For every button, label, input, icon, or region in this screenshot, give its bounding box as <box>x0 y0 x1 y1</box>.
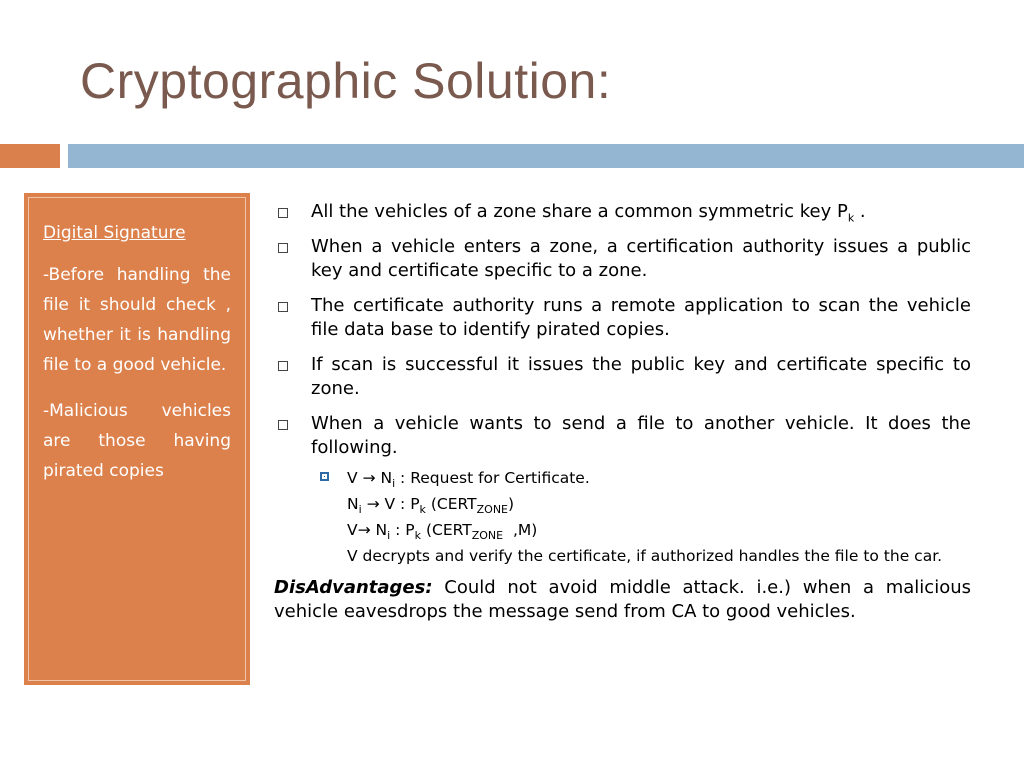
sub-item <box>274 494 971 517</box>
slide-title: Cryptographic Solution: <box>80 53 612 109</box>
sidebar-heading: Digital Signature <box>43 223 186 243</box>
sub-text: ,M) <box>503 521 538 539</box>
item-text: If scan is successful it issues the public key and certificate specific to zone. <box>311 354 971 399</box>
arrow-icon: → <box>362 469 376 487</box>
sub-text: N <box>370 521 388 539</box>
sub-text: V <box>347 521 358 539</box>
sub-item <box>274 520 971 543</box>
sub-text: (CERT <box>421 521 472 539</box>
sub-text: N <box>375 469 393 487</box>
list-item <box>274 200 971 224</box>
subscript: i <box>387 529 391 543</box>
item-text: All the vehicles of a zone share a common symmetric key P <box>311 201 848 222</box>
sub-text: N <box>347 495 359 513</box>
sidebar-paragraph: -Malicious vehicles are those having pirated copies <box>43 401 231 481</box>
item-text: The certificate authority runs a remote application to scan the vehicle file data base to identify pirated copies. <box>311 295 971 340</box>
sub-text: V decrypts and verify the certificate, if authorized handles the file to the car. <box>347 547 943 565</box>
accent-bar-blue <box>68 144 1024 168</box>
item-text: . <box>854 201 866 222</box>
sub-text: ) <box>508 495 515 513</box>
sidebar-paragraph: -Before handling the file it should check , whether it is handling file to a good vehicle. <box>43 265 231 375</box>
sub-text: : Request for Certificate. <box>395 469 590 487</box>
square-bullet-icon <box>320 472 329 481</box>
main-content <box>274 200 971 624</box>
square-bullet-icon <box>278 243 288 253</box>
disadvantages-text: Could not avoid middle attack. i.e.) when a malicious vehicle eavesdrops the message send from CA to good vehicles. <box>274 577 971 622</box>
list-item <box>274 353 971 401</box>
subscript: ZONE <box>471 529 504 543</box>
disadvantages-label: DisAdvantages: <box>274 577 433 598</box>
sidebar-inner <box>28 197 246 681</box>
sub-text: V <box>347 469 363 487</box>
sidebar-box <box>24 193 250 685</box>
accent-bar-orange <box>0 144 60 168</box>
sub-text: (CERT <box>425 495 477 513</box>
square-bullet-icon <box>278 361 288 371</box>
item-text: When a vehicle wants to send a file to another vehicle. It does the following. <box>311 413 971 458</box>
list-item <box>274 294 971 342</box>
square-bullet-icon <box>278 208 288 218</box>
arrow-icon: → <box>361 495 385 513</box>
sub-text: V : P <box>384 495 420 513</box>
subscript: i <box>358 503 362 517</box>
subscript: k <box>419 503 426 517</box>
sub-item <box>274 546 971 566</box>
list-item <box>274 412 971 460</box>
square-bullet-icon <box>278 420 288 430</box>
sub-text: : P <box>390 521 415 539</box>
subscript: k <box>414 529 422 543</box>
sub-item <box>274 468 971 491</box>
arrow-icon: → <box>357 521 371 539</box>
subscript: ZONE <box>476 503 508 517</box>
subscript: k <box>847 211 855 225</box>
subscript: i <box>392 477 396 491</box>
list-item <box>274 235 971 283</box>
disadvantages-note <box>274 576 971 624</box>
item-text: When a vehicle enters a zone, a certification authority issues a public key and certificate specific to a zone. <box>311 236 971 281</box>
square-bullet-icon <box>278 302 288 312</box>
